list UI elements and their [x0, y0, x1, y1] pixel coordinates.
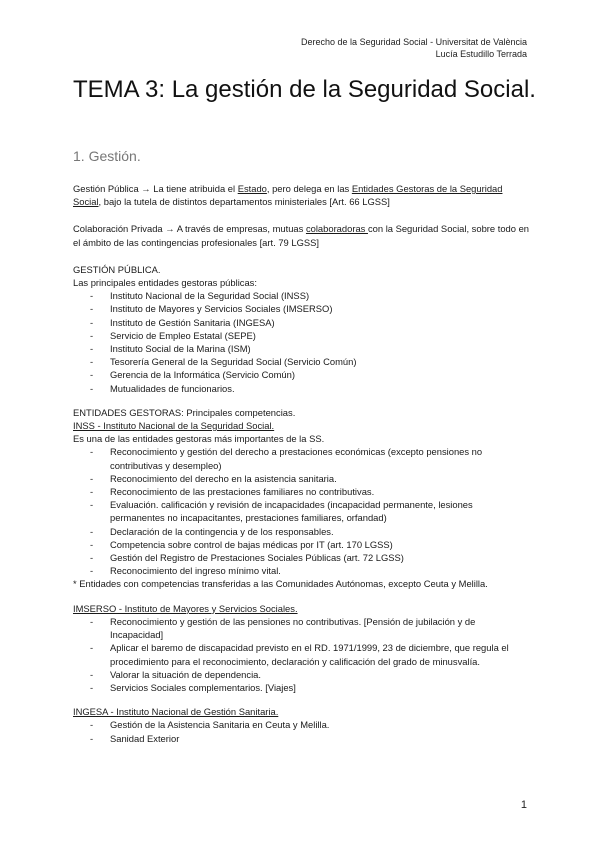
ingesa-list	[73, 718, 529, 744]
inss-title: INSS - Instituto Nacional de la Seguridad Social.	[73, 420, 275, 432]
inss-intro: Es una de las entidades gestoras más importantes de la SS.	[73, 433, 325, 445]
cp-lead: Colaboración Privada → A través de empresas, mutuas	[73, 223, 306, 235]
list-item: - Instituto Nacional de la Seguridad Social (INSS)	[73, 289, 529, 302]
page-header	[301, 36, 527, 60]
section-subtitle: 1. Gestión.	[73, 148, 141, 164]
cp-colab: colaboradoras	[305, 223, 368, 235]
gp-lead: Gestión Pública → La tiene atribuida el	[73, 183, 238, 194]
list-item: - Tesorería General de la Seguridad Social (Servicio Común)	[73, 355, 529, 368]
list-item: - Reconocimiento del derecho en la asistencia sanitaria.	[73, 472, 529, 485]
list-item: - Aplicar el baremo de discapacidad previsto en el RD. 1971/1999, 23 de diciembre, que regula el procedimiento para el reconocimiento, declaración y calificación del grado de minusvalía.	[73, 641, 529, 667]
list-item: - Valorar la situación de dependencia.	[73, 668, 529, 681]
header-author: Lucía Estudillo Terrada	[435, 49, 527, 59]
inss-list	[73, 445, 529, 577]
list-item: - Instituto de Gestión Sanitaria (INGESA)	[73, 316, 529, 329]
page-title: TEMA 3: La gestión de la Seguridad Social.	[73, 76, 536, 103]
list-item: - Reconocimiento de las prestaciones familiares no contributivas.	[73, 485, 529, 498]
gestion-publica-paragraph	[73, 182, 529, 208]
gp-estado: Estado	[237, 183, 267, 194]
list-item: - Mutualidades de funcionarios.	[73, 382, 529, 395]
document-body	[73, 182, 529, 745]
gp-intro: Las principales entidades gestoras públicas:	[73, 277, 257, 289]
list-item: - Competencia sobre control de bajas médicas por IT (art. 170 LGSS)	[73, 538, 529, 551]
gp-tail: , bajo la tutela de distintos departamentos ministeriales [Art. 66 LGSS]	[98, 196, 390, 208]
list-item: - Gestión del Registro de Prestaciones Sociales Públicas (art. 72 LGSS)	[73, 551, 529, 564]
list-item: - Instituto Social de la Marina (ISM)	[73, 342, 529, 355]
imserso-list	[73, 615, 529, 694]
imserso-title: IMSERSO - Instituto de Mayores y Servicios Sociales.	[73, 602, 298, 614]
list-item: - Reconocimiento y gestión de las pensiones no contributivas. [Pensión de jubilación y de Incapacidad]	[73, 615, 529, 641]
gp-entidades: Entidades Gestoras de la Seguridad Social	[73, 183, 503, 208]
inss-note: * Entidades con competencias transferidas a las Comunidades Autónomas, excepto Ceuta y Melilla.	[73, 578, 488, 590]
list-item: - Evaluación. calificación y revisión de incapacidades (incapacidad permanente, lesiones permanentes no incapacitantes, prestaciones familiares, orfandad)	[73, 498, 529, 524]
list-item: - Gestión de la Asistencia Sanitaria en Ceuta y Melilla.	[73, 718, 529, 731]
list-item: - Sanidad Exterior	[73, 732, 529, 745]
gp-mid: , pero delega en las	[266, 183, 352, 194]
gp-heading: GESTIÓN PÚBLICA.	[73, 263, 161, 275]
colaboracion-paragraph	[73, 222, 529, 248]
page-number: 1	[520, 799, 527, 811]
list-item: - Instituto de Mayores y Servicios Sociales (IMSERSO)	[73, 302, 529, 315]
gp-list	[73, 289, 529, 395]
list-item: - Reconocimiento y gestión del derecho a prestaciones económicas (excepto pensiones no contributivas y desempleo)	[73, 445, 529, 471]
eg-heading: ENTIDADES GESTORAS: Principales competencias.	[73, 406, 296, 418]
list-item: - Servicio de Empleo Estatal (SEPE)	[73, 329, 529, 342]
header-course: Derecho de la Seguridad Social - Universitat de València	[301, 37, 527, 47]
list-item: - Reconocimiento del ingreso mínimo vital.	[73, 564, 529, 577]
cp-tail: con la Seguridad Social, sobre todo en el ámbito de las contingencias profesionales [art. 79 LGSS]	[73, 223, 530, 248]
list-item: - Servicios Sociales complementarios. [Viajes]	[73, 681, 529, 694]
list-item: - Gerencia de la Informática (Servicio Común)	[73, 368, 529, 381]
list-item: - Declaración de la contingencia y de los responsables.	[73, 525, 529, 538]
ingesa-title: INGESA - Instituto Nacional de Gestión Sanitaria.	[73, 706, 279, 718]
